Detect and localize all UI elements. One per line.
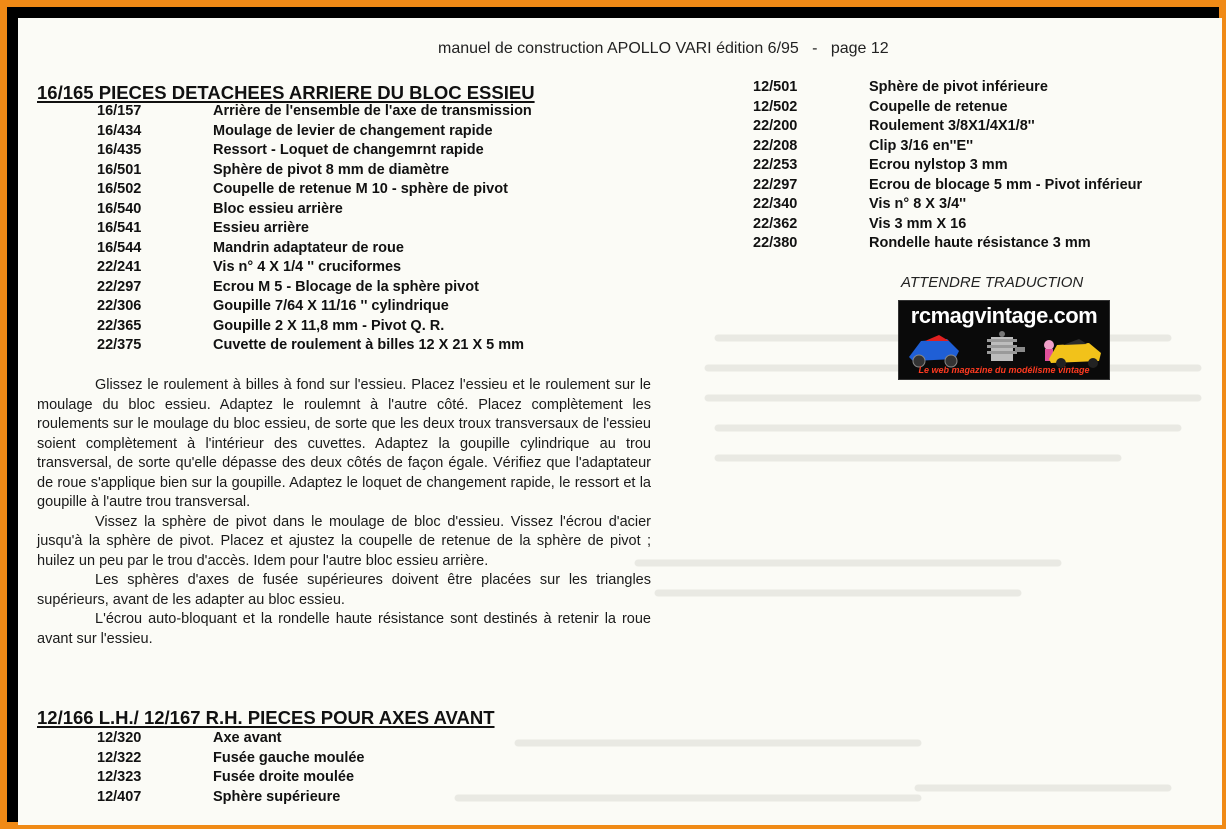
part-desc: Ecrou M 5 - Blocage de la sphère pivot [213, 278, 479, 295]
part-row [97, 278, 532, 298]
part-desc: Vis n° 4 X 1/4 '' cruciformes [213, 259, 402, 275]
part-row [97, 768, 365, 788]
part-row [753, 234, 1142, 254]
part-code: 12/407 [97, 788, 142, 805]
part-desc: Goupille 2 X 11,8 mm - Pivot Q. R. [213, 317, 445, 334]
part-row [753, 215, 1142, 235]
vintage-models-icon [899, 329, 1109, 369]
part-desc: Goupille 7/64 X 11/16 '' cylindrique [213, 298, 449, 314]
part-desc: Coupelle de retenue M 10 - sphère de pivot [213, 181, 508, 197]
part-desc: Mandrin adaptateur de roue [213, 239, 404, 256]
part-desc: Ecrou de blocage 5 mm - Pivot inférieur [869, 176, 1143, 193]
part-row [97, 336, 532, 356]
part-row [97, 317, 532, 337]
part-desc: Axe avant [213, 730, 282, 746]
part-row [753, 78, 1142, 98]
part-desc: Sphère supérieure [213, 788, 341, 805]
part-code: 12/322 [97, 749, 142, 766]
rcmagvintage-logo[interactable] [898, 300, 1110, 380]
assembly-instructions [37, 376, 651, 649]
part-row [97, 200, 532, 220]
part-desc: Coupelle de retenue [869, 98, 1008, 115]
part-code: 22/362 [753, 215, 798, 232]
instruction-paragraph: Les sphères d'axes de fusée supérieures doivent être placées sur les triangles supérieurs, avant de les adapter au bloc essieu. [37, 572, 651, 608]
part-row [753, 98, 1142, 118]
page-header [438, 40, 889, 58]
part-desc: Sphère de pivot inférieure [869, 79, 1048, 95]
part-row [97, 141, 532, 161]
part-row [753, 195, 1142, 215]
part-row [753, 117, 1142, 137]
part-desc: Moulage de levier de changement rapide [213, 122, 493, 139]
part-row [97, 258, 532, 278]
page-number: page 12 [830, 40, 889, 57]
section-title-rear-axle: 16/165 PIECES DETACHEES ARRIERE DU BLOC ESSIEU [37, 82, 535, 103]
part-row [97, 239, 532, 259]
part-code: 12/501 [753, 79, 798, 95]
part-code: 22/365 [97, 317, 142, 334]
part-desc: Roulement 3/8X1/4X1/8'' [869, 118, 1035, 134]
header-separator: - [812, 40, 818, 57]
part-code: 16/434 [97, 122, 142, 139]
part-desc: Vis n° 8 X 3/4'' [869, 196, 967, 212]
part-desc: Bloc essieu arrière [213, 200, 343, 217]
part-code: 16/541 [97, 220, 142, 236]
part-code: 22/375 [97, 337, 142, 353]
part-code: 16/540 [97, 200, 142, 217]
part-desc: Fusée gauche moulée [213, 749, 365, 766]
section-title-front-axle: 12/166 L.H./ 12/167 R.H. PIECES POUR AXES AVANT [37, 707, 495, 728]
part-desc: Clip 3/16 en''E'' [869, 137, 974, 154]
part-desc: Cuvette de roulement à billes 12 X 21 X 5 mm [213, 337, 525, 353]
part-desc: Arrière de l'ensemble de l'axe de transmission [213, 103, 532, 119]
part-row [753, 176, 1142, 196]
part-desc: Rondelle haute résistance 3 mm [869, 235, 1091, 251]
part-row [97, 788, 365, 808]
buggy-icon [909, 335, 959, 367]
part-row [753, 156, 1142, 176]
part-desc: Ecrou nylstop 3 mm [869, 157, 1008, 173]
part-desc: Ressort - Loquet de changemrnt rapide [213, 142, 484, 158]
part-code: 22/380 [753, 235, 798, 251]
part-row [97, 749, 365, 769]
instruction-paragraph: Glissez le roulement à billes à fond sur l'essieu. Placez l'essieu et le roulement sur le moulage du bloc essieu. Adaptez le roulemnt à l'autre côté. Placez complètement les roulements sur le moulage du bloc essieu, de sorte que les deux troux transversaux de l'essieu soient complètement à l'intérieur des cuvettes. Adaptez la goupille cylindrique au trou transversal, de sorte qu'elle dépasse des deux côtés de façon égale. Vérifiez que l'adaptateur de roue s'applique bien sur la goupille. Adaptez le loquet de changement rapide, le ressort et la goupille à l'autre trou transversal. [37, 377, 651, 510]
translation-note: ATTENDRE TRADUCTION [901, 274, 1084, 291]
part-code: 22/306 [97, 298, 142, 314]
part-row [97, 161, 532, 181]
part-row [97, 729, 365, 749]
front-axle-parts-list [97, 729, 365, 807]
part-code: 22/297 [753, 176, 798, 193]
part-row [97, 102, 532, 122]
part-code: 12/320 [97, 730, 142, 746]
instruction-paragraph: L'écrou auto-bloquant et la rondelle haute résistance sont destinés à retenir la roue avant sur l'essieu. [37, 611, 651, 647]
engine-icon [987, 331, 1025, 361]
part-row [753, 137, 1142, 157]
part-code: 22/340 [753, 196, 798, 212]
part-code: 22/297 [97, 278, 142, 295]
part-desc: Vis 3 mm X 16 [869, 215, 967, 232]
part-desc: Essieu arrière [213, 220, 309, 236]
part-code: 22/200 [753, 118, 798, 134]
part-code: 22/241 [97, 259, 142, 275]
part-code: 22/208 [753, 137, 798, 154]
part-code: 16/157 [97, 103, 142, 119]
part-code: 16/544 [97, 239, 142, 256]
part-code: 16/435 [97, 142, 142, 158]
front-axle-parts-list-continued [753, 78, 1142, 254]
logo-title: rcmagvintage.com [910, 303, 1098, 328]
part-code: 12/502 [753, 98, 798, 115]
part-row [97, 297, 532, 317]
part-row [97, 180, 532, 200]
rear-axle-parts-list [97, 102, 532, 356]
part-code: 22/253 [753, 157, 798, 173]
part-row [97, 122, 532, 142]
manual-title: manuel de construction APOLLO VARI édition 6/95 [438, 40, 799, 57]
part-code: 16/502 [97, 181, 142, 197]
logo-tagline: Le web magazine du modélisme vintage [918, 365, 1090, 375]
part-code: 12/323 [97, 769, 142, 785]
part-desc: Sphère de pivot 8 mm de diamètre [213, 161, 450, 178]
instruction-paragraph: Vissez la sphère de pivot dans le moulage de bloc d'essieu. Vissez l'écrou d'acier jusqu'à la sphère de pivot. Placez et ajustez la coupelle de retenue de la sphère de pivot ; huilez un peu par le trou d'accès. Idem pour l'autre bloc essieu arrière. [37, 513, 651, 569]
yellow-car-icon [1049, 339, 1101, 368]
part-row [97, 219, 532, 239]
part-code: 16/501 [97, 161, 142, 178]
document-page [18, 18, 1222, 825]
part-desc: Fusée droite moulée [213, 769, 355, 785]
